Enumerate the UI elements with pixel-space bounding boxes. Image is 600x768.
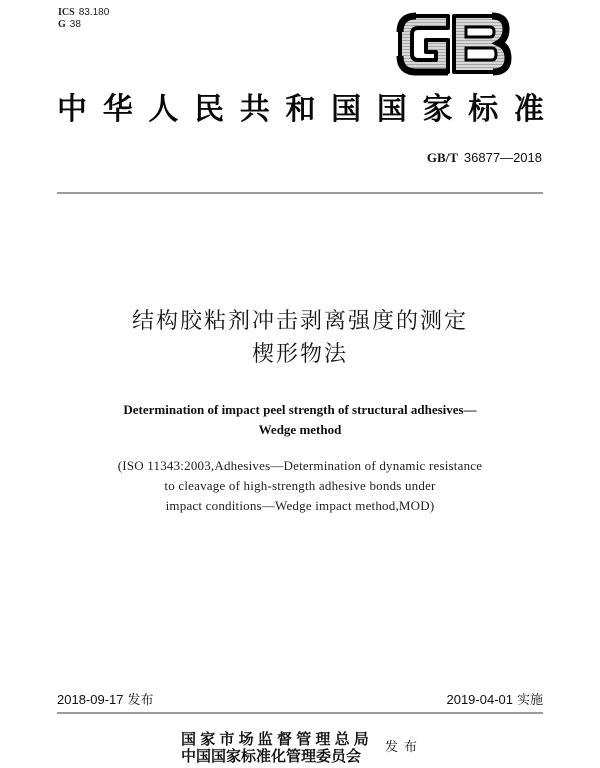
header-char: 人 xyxy=(148,92,179,127)
iso-reference-line3: impact conditions—Wedge impact method,MOD) xyxy=(165,498,435,513)
header-char: 民 xyxy=(194,92,225,127)
issuer-sac: 中国国家标准化管理委员会 xyxy=(181,747,362,765)
issue-date-value: 2018-09-17 xyxy=(57,692,124,707)
ics-value: 83.180 xyxy=(78,7,110,18)
ccs-value: 38 xyxy=(69,19,81,30)
footer-divider xyxy=(57,712,543,714)
implementation-date xyxy=(446,692,543,709)
classification-codes xyxy=(58,7,109,31)
issuer-samr: 国家市场监督管理总局 xyxy=(181,730,374,748)
title-english-line2: Wedge method xyxy=(258,422,342,437)
header-char: 准 xyxy=(513,92,544,127)
header-char: 中 xyxy=(57,92,87,127)
iso-reference xyxy=(0,456,600,516)
implementation-date-value: 2019-04-01 xyxy=(446,692,513,707)
ccs-code xyxy=(58,19,109,31)
title-english-line1: Determination of impact peel strength of structural adhesives— xyxy=(123,402,477,417)
header-char: 共 xyxy=(239,92,270,127)
ics-code xyxy=(58,7,109,19)
header-char: 和 xyxy=(285,92,316,127)
header-char: 标 xyxy=(468,92,499,127)
implementation-date-label: 实施 xyxy=(516,693,543,708)
title-chinese-line2: 楔形物法 xyxy=(251,342,348,367)
header-char: 国 xyxy=(376,92,407,127)
title-chinese-line1: 结构胶粘剂冲击剥离强度的测定 xyxy=(131,309,468,334)
issue-date xyxy=(57,692,154,709)
gb-standard-logo-icon xyxy=(396,12,512,76)
header-char: 家 xyxy=(422,92,453,127)
issuers-action: 发布 xyxy=(385,740,424,755)
ccs-label: G xyxy=(58,19,66,30)
issuing-authorities xyxy=(181,731,373,765)
standard-number xyxy=(427,150,542,166)
header-divider xyxy=(57,192,543,194)
standard-prefix: GB/T xyxy=(426,150,458,165)
issue-date-label: 发布 xyxy=(127,693,154,708)
iso-reference-line1: (ISO 11343:2003,Adhesives—Determination of dynamic resistance xyxy=(117,458,483,473)
title-english xyxy=(0,400,600,440)
standard-number-value: 36877—2018 xyxy=(463,150,542,165)
national-standard-header xyxy=(57,92,544,128)
iso-reference-line2: to cleavage of high-strength adhesive bonds under xyxy=(164,478,436,493)
ics-label: ICS xyxy=(58,7,75,18)
header-char: 国 xyxy=(331,92,362,127)
title-chinese xyxy=(0,305,600,371)
header-char: 华 xyxy=(102,92,133,127)
